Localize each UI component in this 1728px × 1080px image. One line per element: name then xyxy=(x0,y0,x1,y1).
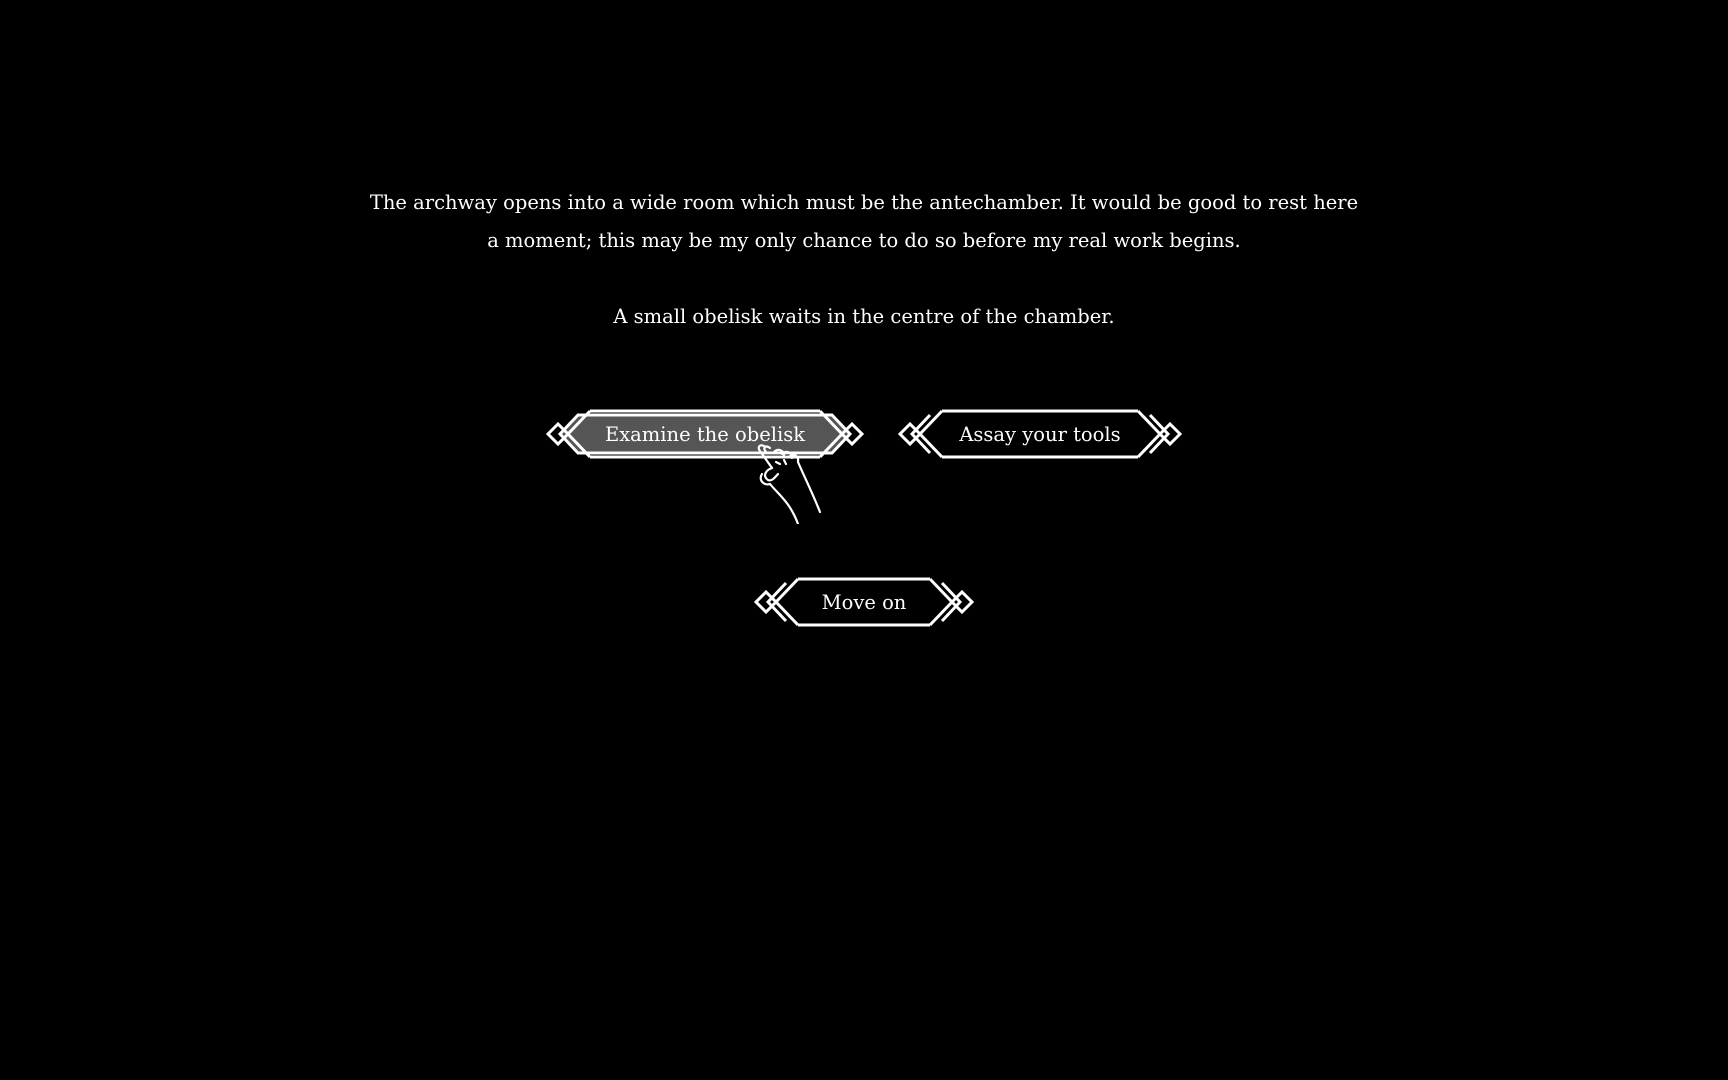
narrative-line-1: The archway opens into a wide room which must be the antechamber. It would be good to rest here xyxy=(369,191,1359,214)
choice-label: Move on xyxy=(821,590,907,614)
narrative-line-2: a moment; this may be my only chance to do so before my real work begins. xyxy=(487,229,1241,252)
choice-assay-tools-button[interactable] xyxy=(902,411,1178,457)
choice-label: Assay your tools xyxy=(959,422,1121,446)
narrative-paragraph-1 xyxy=(0,184,1728,260)
choice-label: Examine the obelisk xyxy=(604,422,806,446)
choice-move-on-button[interactable] xyxy=(758,579,970,625)
narrative-text xyxy=(0,184,1728,336)
narrative-paragraph-2: A small obelisk waits in the centre of the chamber. xyxy=(613,305,1115,328)
pointing-hand-cursor-icon xyxy=(756,442,842,524)
